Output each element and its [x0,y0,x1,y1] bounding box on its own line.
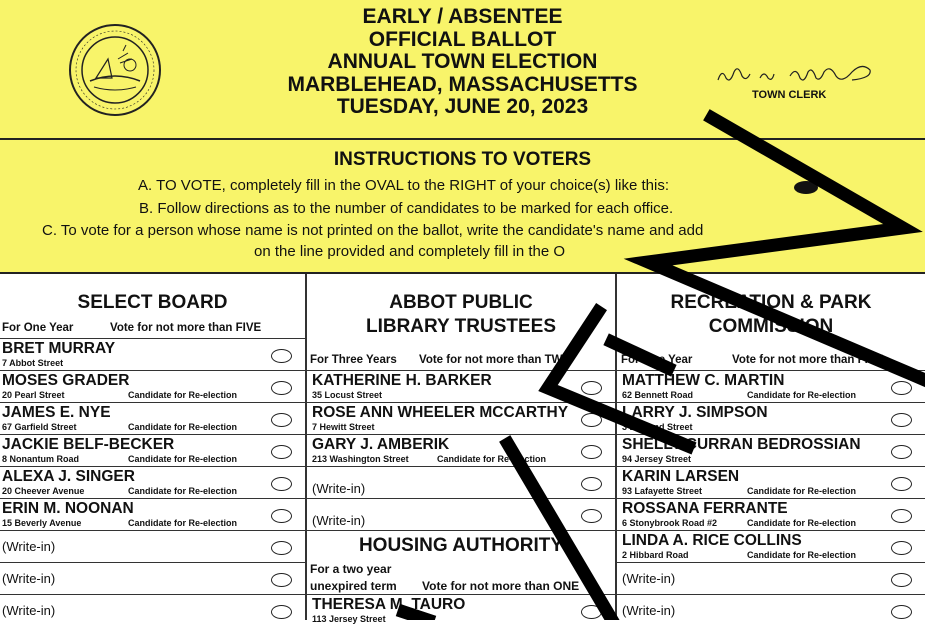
candidate-row [617,402,925,435]
vote-limit-label: Vote for not more than ONE [422,579,580,593]
vote-oval[interactable] [581,413,602,427]
vote-oval[interactable] [271,413,292,427]
vote-oval[interactable] [891,477,912,491]
candidate-row [617,498,925,531]
vote-limit-label: Vote for not more than FIVE [732,354,884,366]
instruction-c-continued: on the line provided and completely fill in the O [254,243,566,260]
candidate-name: LARRY J. SIMPSON [622,404,768,421]
recreation-park-column [617,274,925,620]
office-title: HOUSING AUTHORITY [358,535,564,556]
vote-oval[interactable] [271,573,292,587]
candidate-name: ROSSANA FERRANTE [622,500,788,517]
vote-oval[interactable] [271,605,292,619]
candidate-note: Candidate for Re-election [747,486,857,496]
candidate-row [0,338,305,371]
vote-oval[interactable] [271,541,292,555]
candidate-row [0,370,305,403]
candidate-address: 20 Cheever Avenue [2,486,85,496]
column-divider [615,274,617,620]
vote-oval[interactable] [581,477,602,491]
column-divider [305,274,307,620]
town-clerk-label: TOWN CLERK [752,89,827,101]
term-label: For Three Years [310,354,397,366]
write-in-row[interactable] [0,530,305,563]
vote-oval[interactable] [891,509,912,523]
instruction-a: A. TO VOTE, completely fill in the OVAL to the RIGHT of your choice(s) like this: [138,177,670,194]
candidate-name: ALEXA J. SINGER [2,468,135,485]
write-in-row[interactable] [617,594,925,627]
candidate-address: 7 Abbot Street [2,358,64,368]
candidate-note: Candidate for Re-election [128,454,238,464]
title-line: OFFICIAL BALLOT [368,27,557,51]
candidate-name: KARIN LARSEN [622,468,740,485]
vote-limit-label: Vote for not more than TWO [419,354,572,366]
candidate-address: 62 Bennett Road [622,390,694,400]
candidate-name: JAMES E. NYE [2,404,111,421]
candidate-name: MATTHEW C. MARTIN [622,372,785,389]
candidate-address: 3 Bayland Street [622,422,693,432]
instructions-panel [0,140,925,274]
write-in-label: (Write-in) [2,571,56,586]
candidate-name: GARY J. AMBERIK [312,436,450,453]
write-in-row[interactable] [0,594,305,627]
instruction-b: B. Follow directions as to the number of candidates to be marked for each office. [139,200,674,217]
candidate-row [307,402,615,435]
term-label: For One Year [2,322,74,334]
term-label: For One Year [621,354,693,366]
vote-oval[interactable] [891,573,912,587]
vote-limit-label: Vote for not more than FIVE [110,322,262,334]
candidate-row [0,402,305,435]
vote-oval[interactable] [271,477,292,491]
candidate-name: ERIN M. NOONAN [2,500,134,517]
instructions-title: INSTRUCTIONS TO VOTERS [333,149,592,170]
vote-oval[interactable] [581,509,602,523]
office-title: RECREATION & PARK [670,292,872,313]
write-in-label: (Write-in) [2,539,56,554]
title-line: MARBLEHEAD, MASSACHUSETTS [287,72,638,96]
ballot-header [0,0,925,140]
candidate-address: 15 Beverly Avenue [2,518,82,528]
vote-oval[interactable] [271,349,292,363]
title-line: EARLY / ABSENTEE [362,5,563,28]
candidate-note: Candidate for Re-election [128,518,238,528]
candidate-name: BRET MURRAY [2,340,116,357]
candidate-name: SHELLY CURRAN BEDROSSIAN [622,436,861,453]
candidate-name: MOSES GRADER [2,372,130,389]
office-title: COMMISSION [708,316,834,337]
write-in-label: (Write-in) [622,603,676,618]
candidate-name: LINDA A. RICE COLLINS [622,532,802,549]
office-title: LIBRARY TRUSTEES [365,316,557,337]
candidate-row [0,434,305,467]
candidate-address: 7 Hewitt Street [312,422,375,432]
candidate-address: 213 Washington Street [312,454,409,464]
office-title: ABBOT PUBLIC [389,292,533,313]
candidate-name: THERESA M. TAURO [312,596,466,613]
office-title: SELECT BOARD [77,292,228,313]
vote-oval[interactable] [271,381,292,395]
write-in-row[interactable] [307,498,615,531]
candidate-address: 113 Jersey Street [312,614,386,624]
candidate-note: Candidate for Re-election [128,422,238,432]
candidate-row [617,434,925,467]
candidate-address: 20 Pearl Street [2,390,65,400]
candidate-address: 35 Locust Street [312,390,383,400]
term-label: For a two year [310,562,392,576]
vote-oval[interactable] [581,605,602,619]
vote-oval[interactable] [891,541,912,555]
candidate-address: 2 Hibbard Road [622,550,689,560]
write-in-label: (Write-in) [622,571,676,586]
candidate-address: 93 Lafayette Street [622,486,703,496]
candidate-address: 67 Garfield Street [2,422,77,432]
write-in-row[interactable] [307,466,615,499]
candidate-name: ROSE ANN WHEELER MCCARTHY [312,404,569,421]
candidate-address: 8 Nonantum Road [2,454,80,464]
vote-oval[interactable] [581,381,602,395]
candidate-row [617,370,925,403]
candidate-row [0,498,305,531]
candidate-note: Candidate for Re-election [747,518,857,528]
filled-oval-example [794,181,818,194]
write-in-row[interactable] [0,562,305,595]
vote-oval[interactable] [581,445,602,459]
candidate-address: 94 Jersey Street [622,454,692,464]
vote-oval[interactable] [891,413,912,427]
vote-oval[interactable] [891,445,912,459]
write-in-label: (Write-in) [312,481,366,496]
clerk-signature [712,58,880,90]
select-board-column [0,274,305,620]
candidate-row [307,594,615,627]
candidate-row [307,370,615,403]
candidate-name: JACKIE BELF-BECKER [2,436,175,453]
library-trustees-column [307,274,615,624]
candidate-row [617,530,925,563]
candidate-row [0,466,305,499]
candidate-note: Candidate for Re-election [437,454,547,464]
vote-oval[interactable] [271,445,292,459]
title-line: ANNUAL TOWN ELECTION [327,50,598,73]
vote-oval[interactable] [891,381,912,395]
housing-authority-header [307,530,615,595]
instruction-c: C. To vote for a person whose name is not printed on the ballot, write the candidate's name and add [42,222,704,239]
vote-oval[interactable] [271,509,292,523]
candidate-note: Candidate for Re-election [747,390,857,400]
title-line: TUESDAY, JUNE 20, 2023 [336,95,589,118]
write-in-row[interactable] [617,562,925,595]
candidate-note: Candidate for Re-election [128,486,238,496]
write-in-label: (Write-in) [312,513,366,528]
vote-oval[interactable] [891,605,912,619]
candidate-row [617,466,925,499]
candidate-note: Candidate for Re-election [128,390,238,400]
term-label: unexpired term [310,579,397,593]
candidate-note: Candidate for Re-election [747,550,857,560]
candidate-name: KATHERINE H. BARKER [312,372,492,389]
candidate-row [307,434,615,467]
write-in-label: (Write-in) [2,603,56,618]
candidate-address: 6 Stonybrook Road #2 [622,518,718,528]
